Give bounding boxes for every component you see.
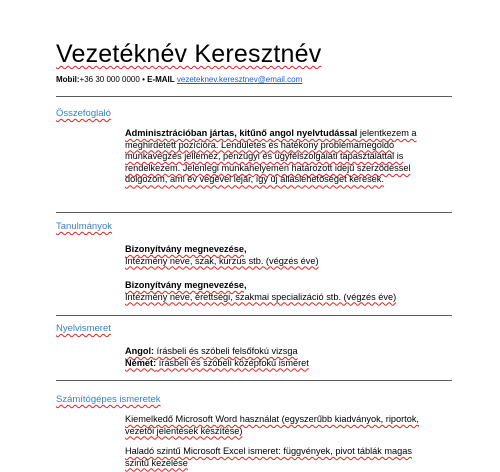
section-title-education: Tanulmányok: [56, 221, 112, 232]
section-title-computer: Számítógépes ismeretek: [56, 394, 161, 405]
language-item: Angol: írásbeli és szóbeli felsőfokú vizsga: [125, 346, 298, 356]
education-entry-1: Bizonyítvány megnevezése, Intézmény neve, szak, kurzus stb. (végzés éve): [125, 244, 425, 267]
summary-line-5: dolgozom, ami év végével lejár, így új álláslehetőséget keresek.: [125, 174, 384, 185]
languages-body: [125, 346, 425, 369]
mobile-label: Mobil:: [56, 75, 80, 84]
section-title-languages: Nyelvismeret: [56, 323, 111, 334]
education-heading: Bizonyítvány megnevezése: [125, 244, 244, 254]
contact-separator: •: [142, 75, 145, 84]
divider-top: [56, 96, 452, 97]
computer-item-2: Haladó szintű Microsoft Excel ismeret: függvények, pivot táblák magas szintű kezelése: [125, 446, 412, 468]
mobile-value: +36 30 000 0000: [79, 75, 140, 84]
summary-line-4: rendelkezem. Jelenlegi munkahelyemen határozott idejű szerződéssel: [125, 162, 411, 173]
summary-line-1: Adminisztrációban jártas, kitűnő angol nyelvtudással jelentkezem a: [125, 128, 417, 138]
education-entry-2: Bizonyítvány megnevezése, Intézmény neve, érettségi, szakmai specializáció stb. (végzés éve): [125, 280, 425, 303]
email-link[interactable]: vezeteknev.keresztnev@email.com: [176, 75, 303, 84]
contact-line: [56, 75, 302, 84]
summary-lead: Adminisztrációban jártas, kitűnő angol nyelvtudással: [125, 128, 358, 138]
section-title-summary: Összefoglaló: [56, 108, 111, 119]
summary-line-2: meghirdetett pozícióra. Lendületes és hatékony problémamegoldó: [125, 139, 395, 150]
divider-education: [56, 315, 452, 316]
computer-item-1: Kiemelkedő Microsoft Word használat (egyszerűbb kiadványok, riportok, vezetői jelentések készítése): [125, 414, 419, 436]
education-detail: Intézmény neve, szak, kurzus stb. (végzés éve): [125, 255, 319, 266]
language-item: Német: írásbeli és szóbeli középfokú ismeret: [125, 357, 309, 368]
education-heading: Bizonyítvány megnevezése: [125, 280, 244, 290]
email-label: E-MAIL: [147, 75, 175, 84]
divider-summary: [56, 212, 452, 213]
summary-line-3: munkavégzés jellemez, pénzügyi és ügyfélszolgálati tapasztalattal is: [125, 151, 404, 162]
divider-languages: [56, 380, 452, 381]
summary-body: [125, 128, 425, 186]
full-name: Vezetéknév Keresztnév: [56, 40, 322, 68]
education-detail: Intézmény neve, érettségi, szakmai specializáció stb. (végzés éve): [125, 291, 397, 302]
